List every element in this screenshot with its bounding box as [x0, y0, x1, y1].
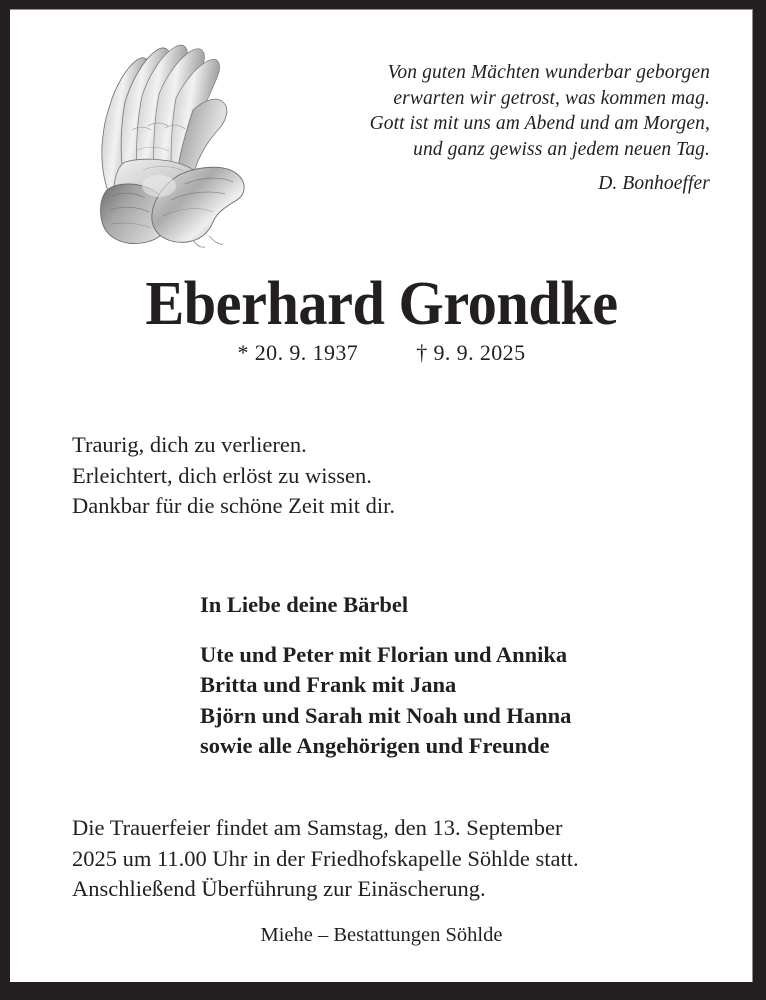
- lament-line: Traurig, dich zu verlieren.: [72, 432, 307, 457]
- praying-hands-icon: [85, 34, 250, 249]
- funeral-director: Miehe – Bestattungen Söhlde: [260, 924, 503, 946]
- mourner-line: Björn und Sarah mit Noah und Hanna: [200, 702, 572, 728]
- service-details: [72, 813, 712, 905]
- service-line: 2025 um 11.00 Uhr in der Friedhofskapelle Söhlde statt.: [72, 845, 579, 871]
- life-dates: [10, 340, 753, 366]
- verse-line: Gott ist mit uns am Abend und am Morgen,: [369, 113, 710, 134]
- mourner-line: Britta und Frank mit Jana: [200, 672, 457, 697]
- lament-line: Erleichtert, dich erlöst zu wissen.: [72, 462, 372, 488]
- mourners-list: [200, 590, 720, 762]
- verse-attribution: D. Bonhoeffer: [598, 173, 710, 194]
- mourners-lead: In Liebe deine Bärbel: [200, 592, 409, 617]
- lament-text: [72, 430, 672, 522]
- verse-line: erwarten wir getrost, was kommen mag.: [393, 87, 710, 109]
- verse-line: Von guten Mächten wunderbar geborgen: [387, 62, 710, 83]
- lament-line: Dankbar für die schöne Zeit mit dir.: [72, 493, 396, 518]
- mourner-line: Ute und Peter mit Florian und Annika: [200, 641, 568, 667]
- obituary-card: [10, 9, 753, 982]
- deceased-name: Eberhard Grondke: [145, 270, 618, 338]
- memorial-verse: [265, 60, 710, 197]
- verse-line: und ganz gewiss an jedem neuen Tag.: [413, 138, 710, 160]
- service-line: Anschließend Überführung zur Einäscherung.: [72, 876, 486, 901]
- death-date: † 9. 9. 2025: [416, 340, 526, 365]
- service-line: Die Trauerfeier findet am Samstag, den 13. September: [72, 815, 563, 840]
- mourner-line: sowie alle Angehörigen und Freunde: [200, 733, 550, 758]
- birth-date: * 20. 9. 1937: [237, 340, 359, 365]
